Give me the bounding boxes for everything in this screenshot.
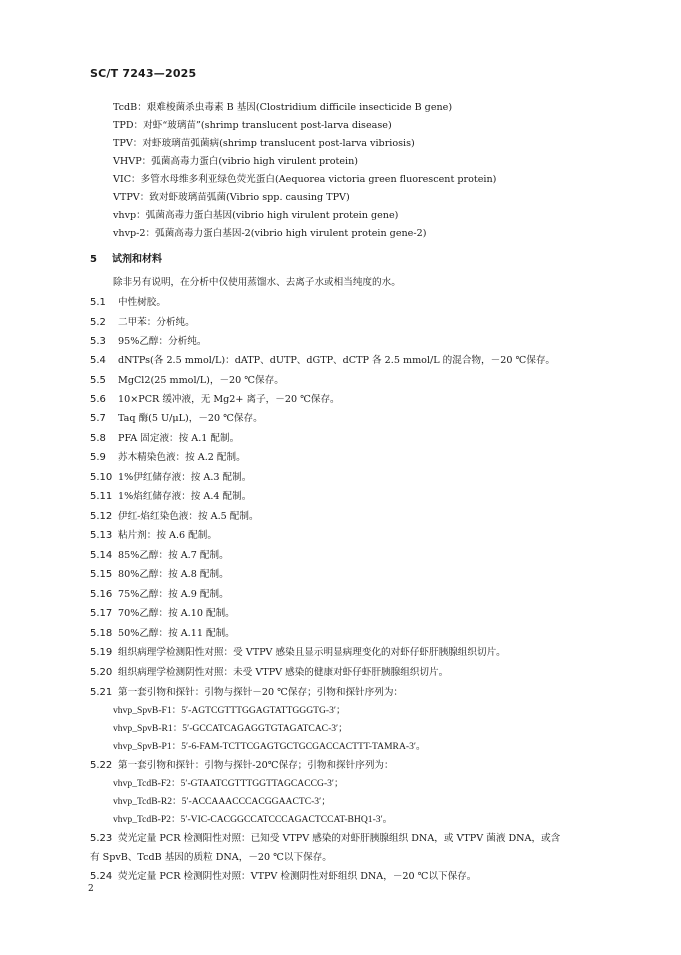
list-item: 5.14 85%乙醇：按 A.7 配制。 (90, 550, 229, 561)
primer-sequence: vhvp_TcdB-R2：5′-ACCAAACCCACGGAACTC-3′； (113, 796, 331, 807)
list-item: 5.4 dNTPs(各 2.5 mmol/L)：dATP、dUTP、dGTP、dCTP 各 2.5 mmol/L 的混合物，－20 ℃保存。 (90, 355, 556, 366)
list-item: 5.8 PFA 固定液：按 A.1 配制。 (90, 433, 240, 444)
list-item: 5.13 粘片剂：按 A.6 配制。 (90, 530, 217, 541)
primer-sequence: vhvp_SpvB-R1：5′-GCCATCAGAGGTGTAGATCAC-3′； (113, 723, 348, 734)
probe-sequence: vhvp_SpvB-P1：5′-6-FAM-TCTTCGAGTGCTGCGACCACTTT-TAMRA-3′。 (113, 741, 426, 752)
primer-sequence: vhvp_SpvB-F1：5′-AGTCGTTTGGAGTATTGGGTG-3′； (113, 705, 346, 716)
list-item: 5.17 70%乙醇：按 A.10 配制。 (90, 608, 235, 619)
list-item: 5.20 组织病理学检测阴性对照：未受 VTPV 感染的健康对虾仔虾肝胰腺组织切片。 (90, 667, 449, 678)
primer-sequence: vhvp_TcdB-F2：5′-GTAATCGTTTGGTTAGCACCG-3′； (113, 778, 344, 789)
abbr-vhvp2-gene: vhvp-2：弧菌高毒力蛋白基因-2(vibrio high virulent protein gene-2) (113, 228, 427, 239)
page-number: 2 (88, 884, 94, 894)
list-item: 5.19 组织病理学检测阳性对照：受 VTPV 感染且显示明显病理变化的对虾仔虾肝胰腺组织切片。 (90, 647, 506, 658)
list-item: 5.2 二甲苯：分析纯。 (90, 317, 195, 328)
list-item: 5.5 MgCl2(25 mmol/L)，－20 ℃保存。 (90, 375, 284, 386)
abbr-vhvp: VHVP：弧菌高毒力蛋白(vibrio high virulent protein) (113, 156, 359, 167)
list-item: 5.16 75%乙醇：按 A.9 配制。 (90, 589, 229, 600)
list-item: 5.9 苏木精染色液：按 A.2 配制。 (90, 452, 246, 463)
standard-code-header: SC/T 7243—2025 (90, 67, 197, 80)
list-item: 5.22 第一套引物和探针：引物与探针-20℃保存；引物和探针序列为： (90, 760, 394, 771)
list-item-continuation: 有 SpvB、TcdB 基因的质粒 DNA，－20 ℃以下保存。 (90, 852, 332, 863)
abbr-tcdb: TcdB：艰难梭菌杀虫毒素 B 基因(Clostridium difficile insecticide B gene) (113, 102, 453, 113)
list-item: 5.11 1%焰红储存液：按 A.4 配制。 (90, 491, 252, 502)
abbr-vhvp-gene: vhvp：弧菌高毒力蛋白基因(vibrio high virulent protein gene) (113, 210, 399, 221)
section-5-intro: 除非另有说明，在分析中仅使用蒸馏水、去离子水或相当纯度的水。 (113, 277, 401, 288)
section-5-heading (90, 253, 162, 267)
list-item: 5.1 中性树胶。 (90, 297, 166, 308)
list-item: 5.10 1%伊红储存液：按 A.3 配制。 (90, 472, 252, 483)
list-item: 5.15 80%乙醇：按 A.8 配制。 (90, 569, 229, 580)
list-item: 5.18 50%乙醇：按 A.11 配制。 (90, 628, 235, 639)
list-item: 5.7 Taq 酶(5 U/μL)，－20 ℃保存。 (90, 413, 263, 424)
probe-sequence: vhvp_TcdB-P2：5′-VIC-CACGGCCATCCCAGACTCCAT-BHQ1-3′。 (113, 814, 393, 825)
abbr-vic: VIC：多管水母维多利亚绿色荧光蛋白(Aequorea victoria green fluorescent protein) (113, 174, 497, 185)
abbr-tpv: TPV：对虾玻璃苗弧菌病(shrimp translucent post-larva vibriosis) (113, 138, 415, 149)
section-title: 试剂和材料 (112, 254, 162, 265)
abbr-vtpv: VTPV：致对虾玻璃苗弧菌(Vibrio spp. causing TPV) (113, 192, 350, 203)
list-item: 5.12 伊红-焰红染色液：按 A.5 配制。 (90, 511, 259, 522)
list-item: 5.23 荧光定量 PCR 检测阳性对照：已知受 VTPV 感染的对虾肝胰腺组织 DNA，或 VTPV 菌液 DNA，或含 (90, 833, 561, 844)
abbr-tpd: TPD：对虾“玻璃苗”(shrimp translucent post-larva disease) (113, 120, 392, 131)
list-item: 5.21 第一套引物和探针：引物与探针－20 ℃保存；引物和探针序列为： (90, 687, 404, 698)
list-item: 5.6 10×PCR 缓冲液，无 Mg2+ 离子，－20 ℃保存。 (90, 394, 340, 405)
list-item: 5.24 荧光定量 PCR 检测阴性对照：VTPV 检测阴性对虾组织 DNA，－20 ℃以下保存。 (90, 871, 477, 882)
section-number: 5 (90, 254, 97, 265)
list-item: 5.3 95%乙醇：分析纯。 (90, 336, 207, 347)
